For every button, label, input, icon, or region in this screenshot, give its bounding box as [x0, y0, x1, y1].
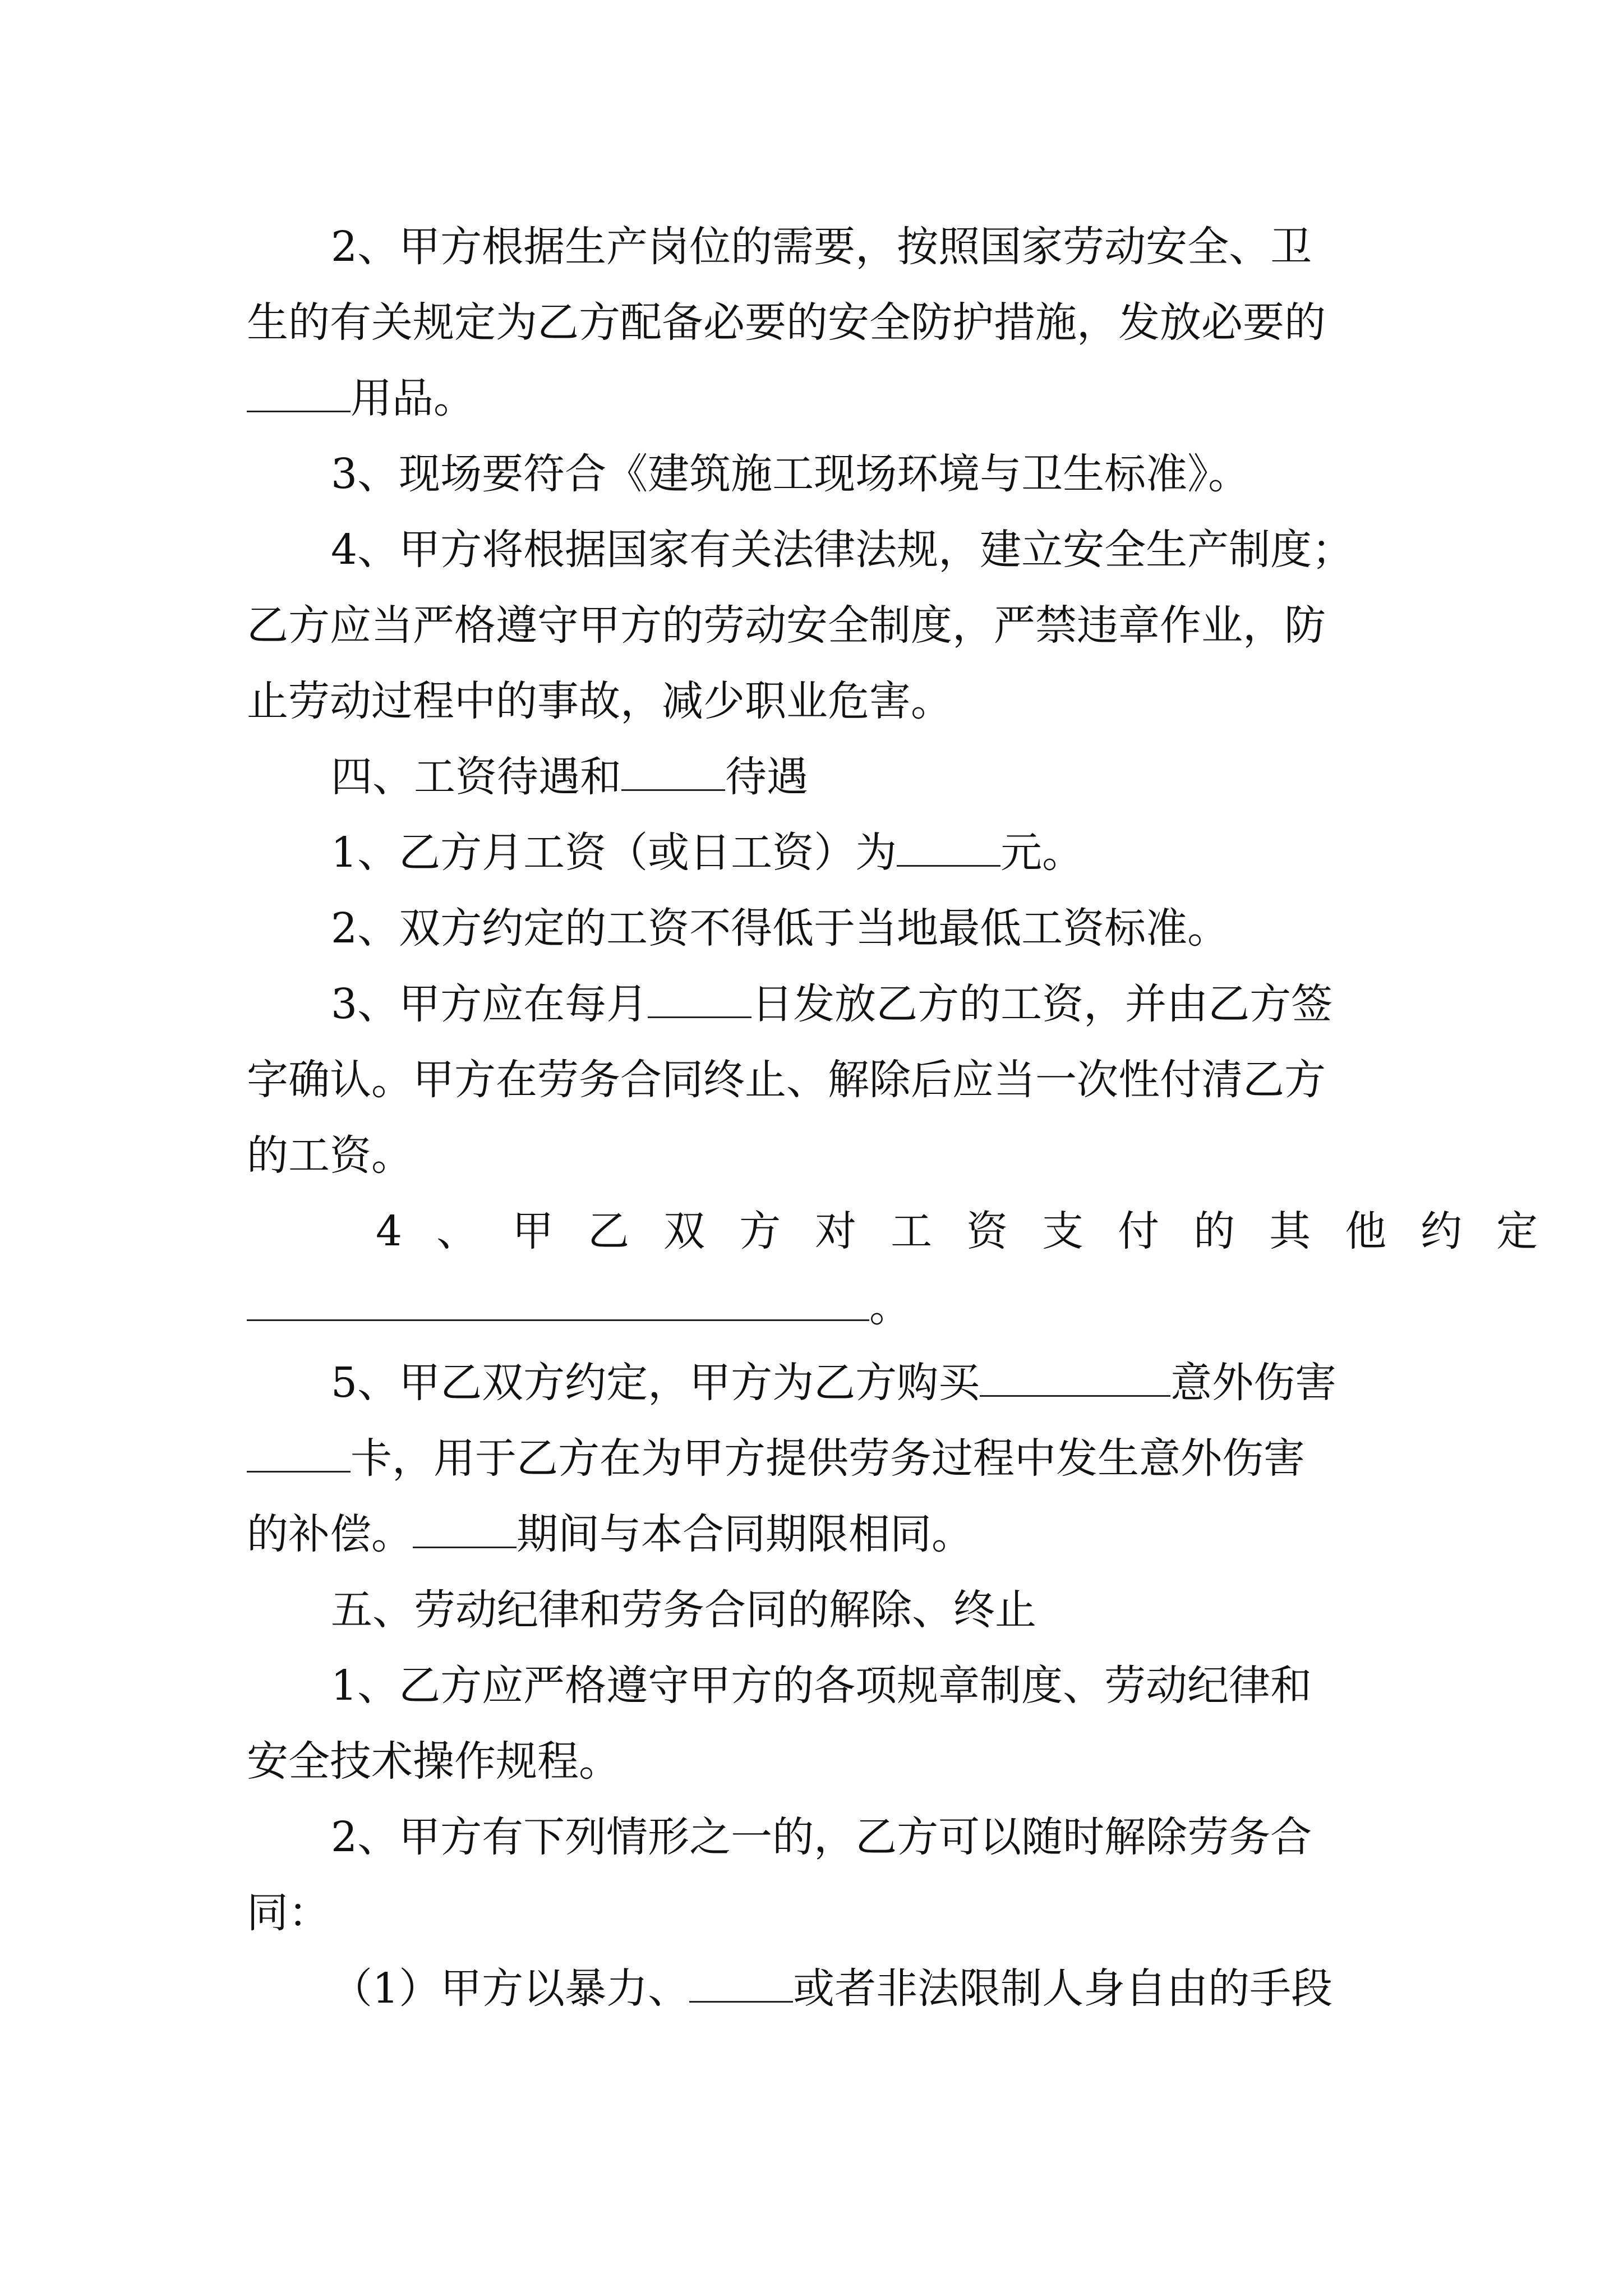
line-text: 4、甲乙双方对工资支付的其他约定: [376, 1207, 1573, 1255]
line-text: 的补偿。: [247, 1510, 413, 1558]
line-text: （1）甲方以暴力、: [331, 1964, 690, 2013]
section-heading: [331, 749, 1380, 805]
line-text: 乙方应当严格遵守甲方的劳动安全制度，严禁违章作业，防: [247, 601, 1326, 650]
line-text: 用品。: [351, 374, 475, 422]
paragraph-line: [247, 1733, 1380, 1789]
line-text: 止劳动过程中的事故，减少职业危害。: [247, 677, 952, 725]
paragraph-line: [331, 1355, 1380, 1411]
paragraph-line: [247, 1128, 1380, 1184]
fill-in-blank: [980, 1360, 1170, 1397]
paragraph-line: [331, 219, 1380, 275]
line-text: 2、双方约定的工资不得低于当地最低工资标准。: [331, 904, 1229, 953]
line-text: 3、甲方应在每月: [331, 980, 648, 1028]
paragraph-line: [247, 1052, 1380, 1108]
line-text: 卡，用于乙方在为甲方提供劳务过程中发生意外伤害: [351, 1434, 1305, 1483]
line-text: 待遇: [725, 753, 808, 801]
paragraph-line: [331, 446, 1380, 502]
line-text: 日发放乙方的工资，并由乙方签: [751, 980, 1333, 1028]
paragraph-line: [247, 673, 1380, 729]
section-heading: [331, 1582, 1380, 1638]
paragraph-line: [247, 597, 1380, 654]
fill-in-blank: [897, 830, 1000, 867]
paragraph-line: [247, 1506, 1380, 1562]
line-text: 。: [869, 1283, 911, 1331]
line-text: 3、现场要符合《建筑施工现场环境与卫生标准》。: [331, 450, 1250, 498]
line-text: 2、甲方有下列情形之一的，乙方可以随时解除劳务合: [331, 1813, 1312, 1861]
line-text: 或者非法限制人身自由的手段: [793, 1964, 1333, 2013]
paragraph-line: [331, 522, 1380, 578]
fill-in-blank: [247, 1285, 869, 1321]
paragraph-line: [331, 976, 1380, 1032]
paragraph-line: [247, 1279, 1380, 1335]
fill-in-blank: [648, 982, 751, 1018]
line-text: 2、甲方根据生产岗位的需要，按照国家劳动安全、卫: [331, 223, 1312, 271]
paragraph-line: [247, 1430, 1380, 1487]
fill-in-blank: [621, 754, 725, 791]
line-text: 同：: [247, 1889, 330, 1937]
line-text: 安全技术操作规程。: [247, 1737, 620, 1786]
line-text: 四、工资待遇和: [331, 753, 621, 801]
line-text: 元。: [1000, 829, 1084, 877]
paragraph-line: [331, 825, 1380, 881]
line-text: 期间与本合同期限相同。: [517, 1510, 973, 1558]
line-text: 1、乙方应严格遵守甲方的各项规章制度、劳动纪律和: [331, 1662, 1312, 1710]
paragraph-line: [376, 1203, 1573, 1259]
line-text: 生的有关规定为乙方配备必要的安全防护措施，发放必要的: [247, 298, 1326, 347]
paragraph-line: [331, 900, 1380, 956]
line-text: 4、甲方将根据国家有关法律法规，建立安全生产制度；: [331, 526, 1354, 574]
line-text: 字确认。甲方在劳务合同终止、解除后应当一次性付清乙方: [247, 1056, 1326, 1104]
paragraph-line: [331, 1961, 1380, 2017]
paragraph-line: [247, 370, 1380, 426]
paragraph-line: [247, 1885, 1380, 1941]
fill-in-blank: [247, 376, 351, 412]
line-text: 5、甲乙双方约定，甲方为乙方购买: [331, 1359, 980, 1407]
paragraph-line: [247, 295, 1380, 351]
paragraph-line: [331, 1658, 1380, 1714]
fill-in-blank: [689, 1966, 793, 2003]
line-text: 1、乙方月工资（或日工资）为: [331, 829, 897, 877]
line-text: 的工资。: [247, 1131, 413, 1180]
fill-in-blank: [413, 1512, 517, 1548]
line-text: 五、劳动纪律和劳务合同的解除、终止: [331, 1586, 1036, 1634]
line-text: 意外伤害: [1170, 1359, 1337, 1407]
paragraph-line: [331, 1809, 1380, 1865]
fill-in-blank: [247, 1436, 351, 1473]
